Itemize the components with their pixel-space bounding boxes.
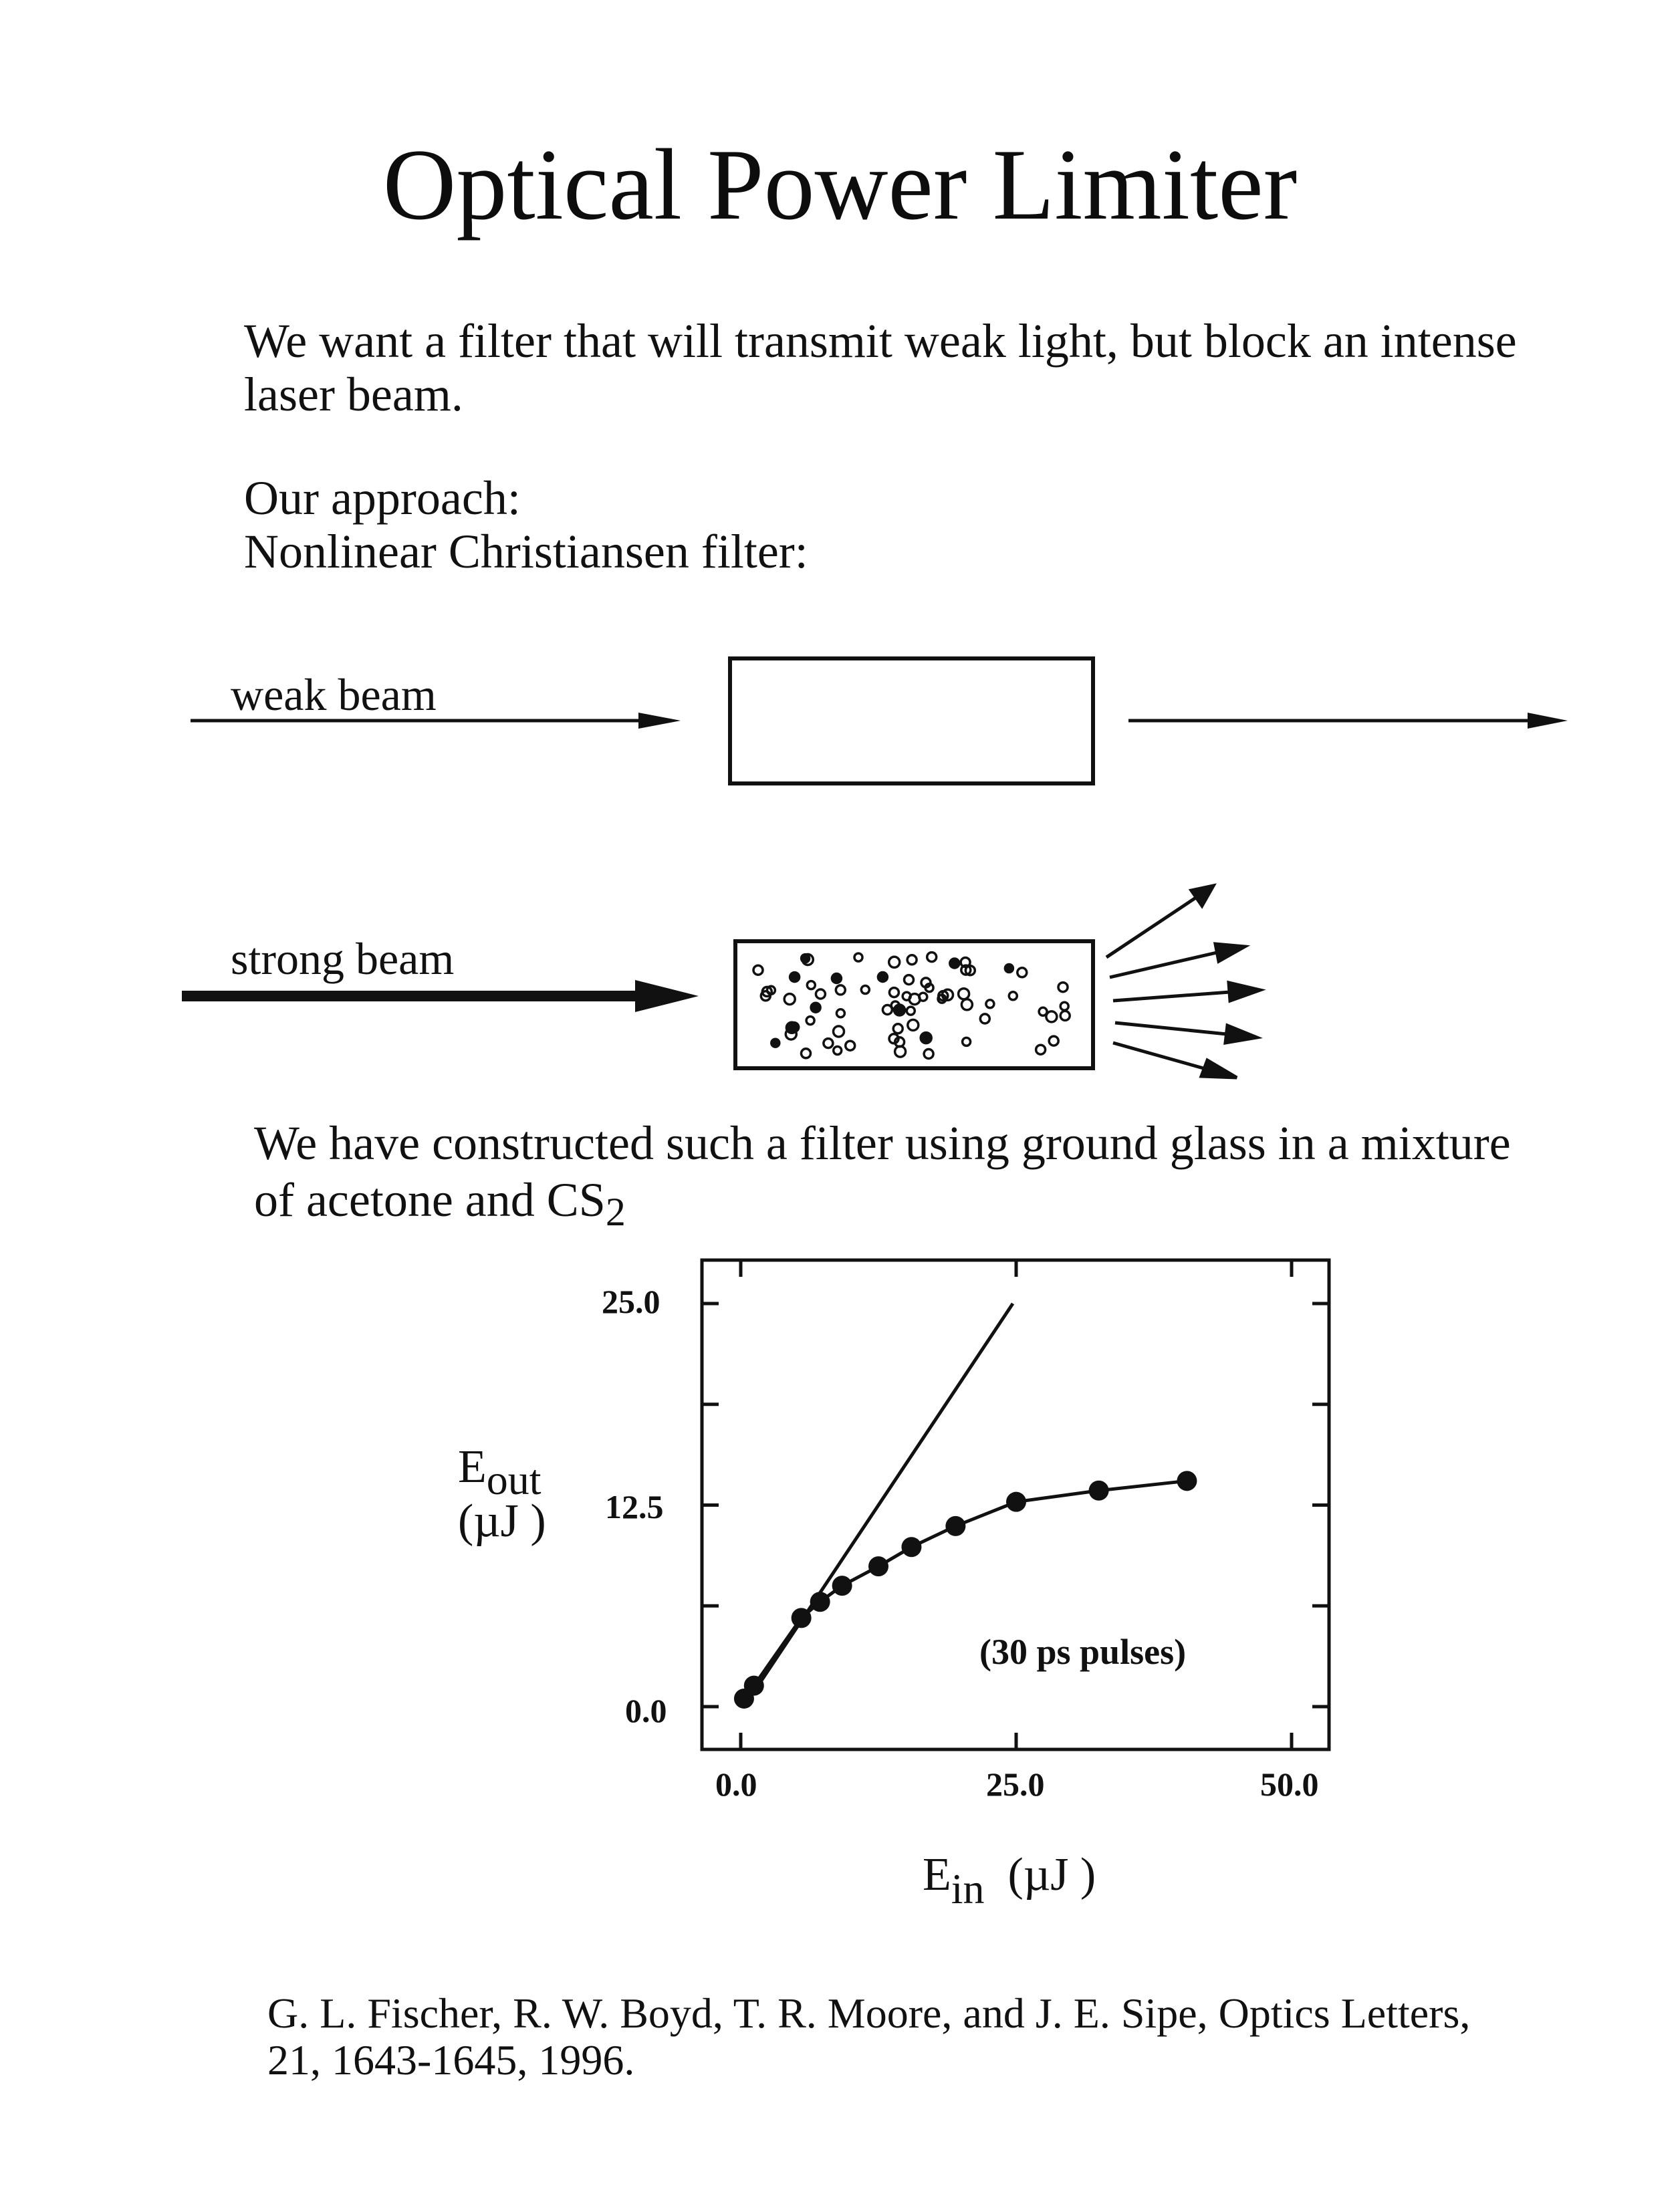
glass-particle bbox=[961, 999, 972, 1010]
glass-particle bbox=[771, 1039, 779, 1047]
scattered-arrow-2 bbox=[1110, 953, 1217, 977]
y-axis-unit: (µJ ) bbox=[458, 1495, 546, 1547]
y-axis-label-subscript: out bbox=[486, 1456, 542, 1503]
weak-beam-incoming-arrowhead bbox=[638, 713, 681, 729]
x-axis-label bbox=[923, 1848, 1096, 1913]
approach-heading: Our approach: bbox=[244, 471, 521, 525]
glass-particle bbox=[1060, 1002, 1068, 1010]
glass-particle bbox=[1046, 1011, 1057, 1022]
strong-beam-incoming-arrowhead bbox=[635, 980, 699, 1012]
glass-particle bbox=[882, 1005, 892, 1015]
energy-chart bbox=[702, 1260, 1329, 1749]
x-tick-label-left: 0.0 bbox=[715, 1765, 757, 1803]
x-tick-label-mid: 25.0 bbox=[986, 1765, 1045, 1803]
glass-particle bbox=[790, 973, 800, 982]
glass-particle bbox=[924, 1050, 933, 1059]
glass-particle bbox=[806, 1017, 814, 1025]
page-title: Optical Power Limiter bbox=[382, 128, 1298, 241]
scattered-light-arrows bbox=[1106, 886, 1260, 1078]
glass-particle bbox=[846, 1041, 855, 1050]
scattered-arrowhead-2 bbox=[1215, 944, 1245, 961]
glass-particle bbox=[889, 988, 898, 997]
glass-particle bbox=[807, 981, 815, 989]
glass-particle bbox=[824, 1039, 833, 1048]
y-tick-label-bottom: 0.0 bbox=[625, 1692, 667, 1729]
glass-particle bbox=[816, 989, 825, 999]
scattered-arrow-4 bbox=[1115, 1023, 1227, 1034]
glass-particle bbox=[907, 955, 917, 965]
y-axis-label bbox=[458, 1441, 546, 1548]
scattered-arrowhead-4 bbox=[1225, 1025, 1257, 1043]
weak-beam-outgoing-arrowhead bbox=[1528, 713, 1568, 729]
citation-line-1: G. L. Fischer, R. W. Boyd, T. R. Moore, and J. E. Sipe, Optics Letters, bbox=[267, 1989, 1471, 2037]
data-point-11 bbox=[1177, 1471, 1197, 1491]
glass-particle bbox=[905, 975, 914, 985]
glass-particle bbox=[895, 1046, 906, 1057]
weak-beam-diagram bbox=[191, 658, 1568, 783]
glass-particle bbox=[854, 953, 862, 961]
glass-particle bbox=[894, 1005, 905, 1015]
data-point-6 bbox=[868, 1556, 888, 1576]
scattered-arrow-3 bbox=[1113, 992, 1230, 1001]
glass-particle bbox=[963, 1037, 971, 1046]
scattered-arrowhead-1 bbox=[1191, 886, 1213, 906]
strong-beam-label: strong beam bbox=[231, 933, 455, 984]
y-axis-label-symbol: E bbox=[458, 1441, 487, 1493]
construction-line-2-text: of acetone and CS bbox=[254, 1173, 606, 1227]
glass-particle bbox=[1036, 1045, 1046, 1054]
cs2-subscript: 2 bbox=[605, 1190, 626, 1234]
glass-particle bbox=[834, 1026, 844, 1037]
glass-particle bbox=[927, 953, 937, 962]
construction-line-2 bbox=[254, 1173, 626, 1239]
glass-particle bbox=[753, 965, 763, 975]
scattered-arrowhead-3 bbox=[1229, 983, 1260, 1001]
data-point-4 bbox=[810, 1592, 830, 1612]
glass-particle bbox=[861, 986, 869, 994]
data-points bbox=[734, 1471, 1197, 1709]
data-point-8 bbox=[945, 1516, 965, 1536]
data-point-9 bbox=[1006, 1492, 1026, 1512]
glass-particle bbox=[950, 959, 959, 968]
x-axis-label-symbol: E bbox=[923, 1849, 951, 1900]
x-axis-unit: (µJ ) bbox=[1007, 1849, 1096, 1900]
glass-particle bbox=[832, 974, 841, 983]
glass-particle bbox=[908, 1019, 919, 1030]
data-point-10 bbox=[1089, 1481, 1109, 1501]
glass-particle bbox=[836, 985, 845, 995]
glass-particle bbox=[802, 1049, 811, 1058]
glass-particle bbox=[959, 989, 969, 999]
glass-particles bbox=[753, 953, 1070, 1059]
x-tick-label-right: 50.0 bbox=[1260, 1765, 1319, 1803]
intro-line-1: We want a filter that will transmit weak light, but block an intense bbox=[244, 314, 1517, 368]
glass-particle bbox=[921, 1033, 931, 1044]
glass-particle bbox=[878, 973, 887, 982]
glass-particle bbox=[1049, 1036, 1058, 1046]
glass-particle bbox=[1060, 1011, 1070, 1020]
glass-particle bbox=[836, 1009, 844, 1017]
glass-particle bbox=[802, 955, 810, 963]
y-tick-label-top: 25.0 bbox=[602, 1283, 661, 1320]
construction-line-1: We have constructed such a filter using ground glass in a mixture bbox=[254, 1116, 1511, 1170]
clear-filter-box bbox=[730, 658, 1093, 783]
glass-particle bbox=[834, 1047, 842, 1055]
data-point-5 bbox=[832, 1576, 852, 1596]
glass-particle bbox=[907, 1007, 915, 1015]
strong-beam-diagram bbox=[182, 886, 1260, 1078]
scattered-arrow-1 bbox=[1106, 897, 1197, 957]
weak-beam-label: weak beam bbox=[231, 669, 437, 720]
glass-particle bbox=[1005, 965, 1013, 973]
glass-particle bbox=[1009, 992, 1017, 1000]
pulse-annotation: (30 ps pulses) bbox=[979, 1632, 1187, 1672]
glass-particle bbox=[784, 994, 795, 1005]
data-point-7 bbox=[901, 1537, 921, 1557]
linear-reference-line bbox=[746, 1304, 1013, 1703]
data-point-2 bbox=[744, 1676, 764, 1696]
approach-description: Nonlinear Christiansen filter: bbox=[244, 525, 808, 578]
glass-particle bbox=[811, 1003, 820, 1012]
intro-line-2: laser beam. bbox=[244, 368, 463, 421]
citation-line-2: 21, 1643-1645, 1996. bbox=[267, 2036, 635, 2084]
glass-particle bbox=[893, 1024, 903, 1033]
glass-particle bbox=[889, 957, 900, 967]
glass-particle bbox=[1017, 968, 1027, 977]
data-point-3 bbox=[792, 1608, 812, 1628]
y-tick-label-mid: 12.5 bbox=[605, 1488, 664, 1525]
scattered-arrowhead-5 bbox=[1201, 1060, 1237, 1078]
x-axis-label-subscript: in bbox=[951, 1865, 985, 1913]
scattered-arrow-5 bbox=[1113, 1043, 1203, 1068]
glass-particle bbox=[1058, 983, 1068, 992]
glass-particle bbox=[980, 1014, 989, 1023]
glass-particle bbox=[986, 1000, 994, 1008]
